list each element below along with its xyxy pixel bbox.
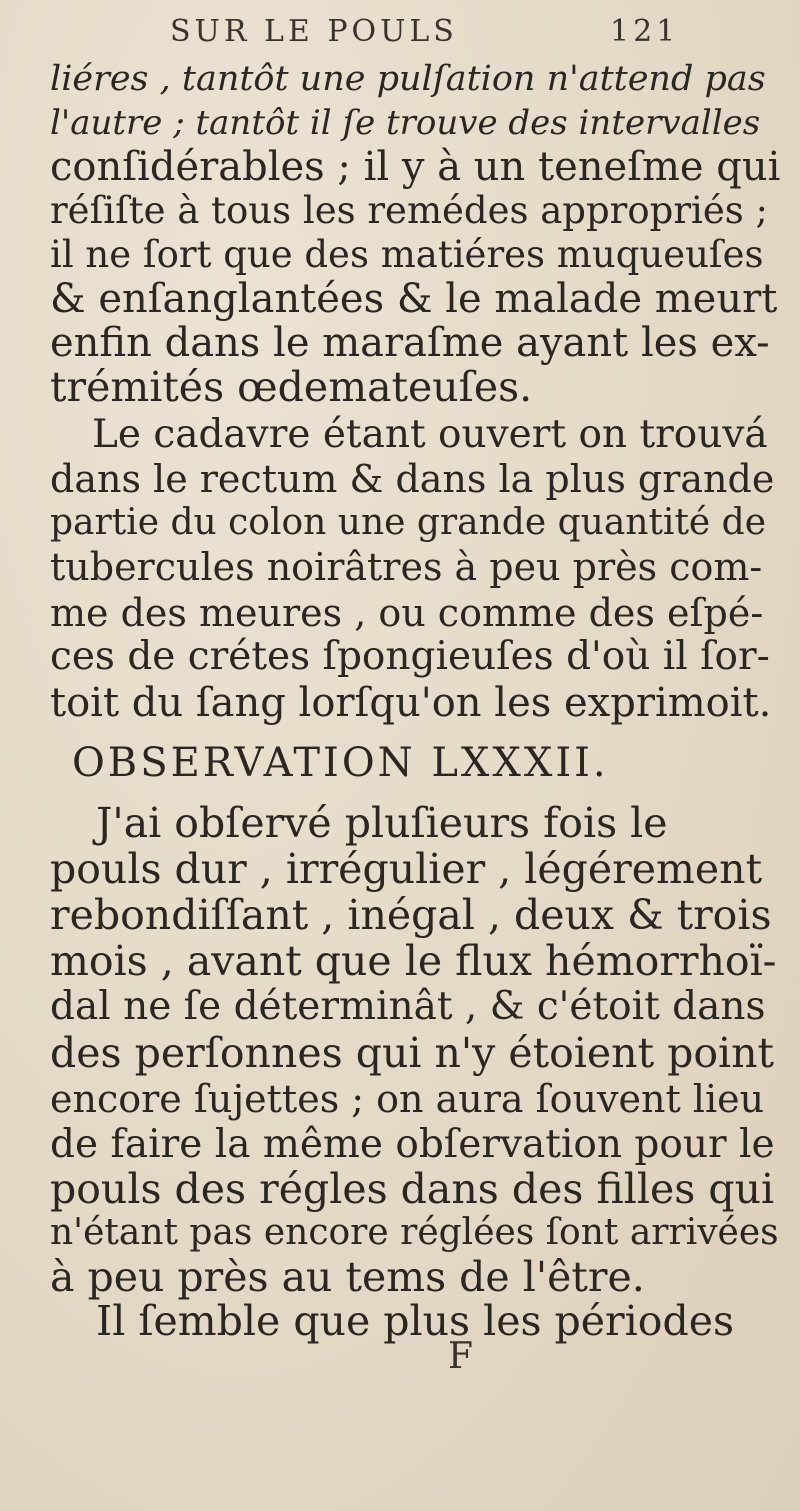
text-line: n'étant pas encore réglées ſont arrivées <box>50 1212 779 1253</box>
text-line: dal ne ſe déterminât , & c'étoit dans <box>50 984 766 1029</box>
text-line: pouls des régles dans des filles qui <box>50 1165 775 1213</box>
text-line: des perſonnes qui n'y étoient point <box>50 1029 775 1077</box>
text-line: trémités œdemateuſes. <box>50 363 533 411</box>
text-line: & enſanglantées & le malade meurt <box>50 276 778 322</box>
observation-heading: OBSERVATION LXXXII. <box>72 740 609 786</box>
text-line: réſiſte à tous les remédes appropriés ; <box>50 189 768 232</box>
text-line: à peu près au tems de l'être. <box>50 1253 645 1301</box>
text-line: conſidérables ; il y à un teneſme qui <box>50 144 781 190</box>
text-line: dans le rectum & dans la plus grande <box>50 457 775 501</box>
signature-mark: F <box>448 1336 473 1377</box>
text-line: ces de crétes ſpongieuſes d'où il ſor- <box>50 634 770 679</box>
text-line: partie du colon une grande quantité de <box>50 502 767 543</box>
text-line: mois , avant que le flux hémorrhoï- <box>50 937 777 985</box>
text-line: toit du ſang lorſqu'on les exprimoit. <box>50 680 772 726</box>
text-line: l'autre ; tantôt il ſe trouve des intervalles <box>50 103 761 143</box>
text-line: liéres , tantôt une pulſation n'attend pas <box>50 59 766 99</box>
page-number: 121 <box>610 14 680 49</box>
text-line: J'ai obſervé pluſieurs fois le <box>96 799 668 847</box>
text-line: tubercules noirâtres à peu près com- <box>50 545 763 589</box>
text-line: encore ſujettes ; on aura ſouvent lieu <box>50 1077 765 1121</box>
text-line: il ne ſort que des matiéres muqueuſes <box>50 233 764 276</box>
text-line: Il ſemble que plus les périodes <box>96 1297 735 1345</box>
running-header <box>150 14 750 54</box>
text-line: enfin dans le maraſme ayant les ex- <box>50 320 770 366</box>
running-title: SUR LE POULS <box>170 14 458 49</box>
text-line: me des meures , ou comme des eſpé- <box>50 591 764 635</box>
text-line: rebondiſſant , inégal , deux & trois <box>50 891 772 939</box>
text-line: Le cadavre étant ouvert on trouvá <box>92 412 768 457</box>
text-line: de faire la même obſervation pour le <box>50 1122 775 1167</box>
text-line: pouls dur , irrégulier , légérement <box>50 845 763 893</box>
